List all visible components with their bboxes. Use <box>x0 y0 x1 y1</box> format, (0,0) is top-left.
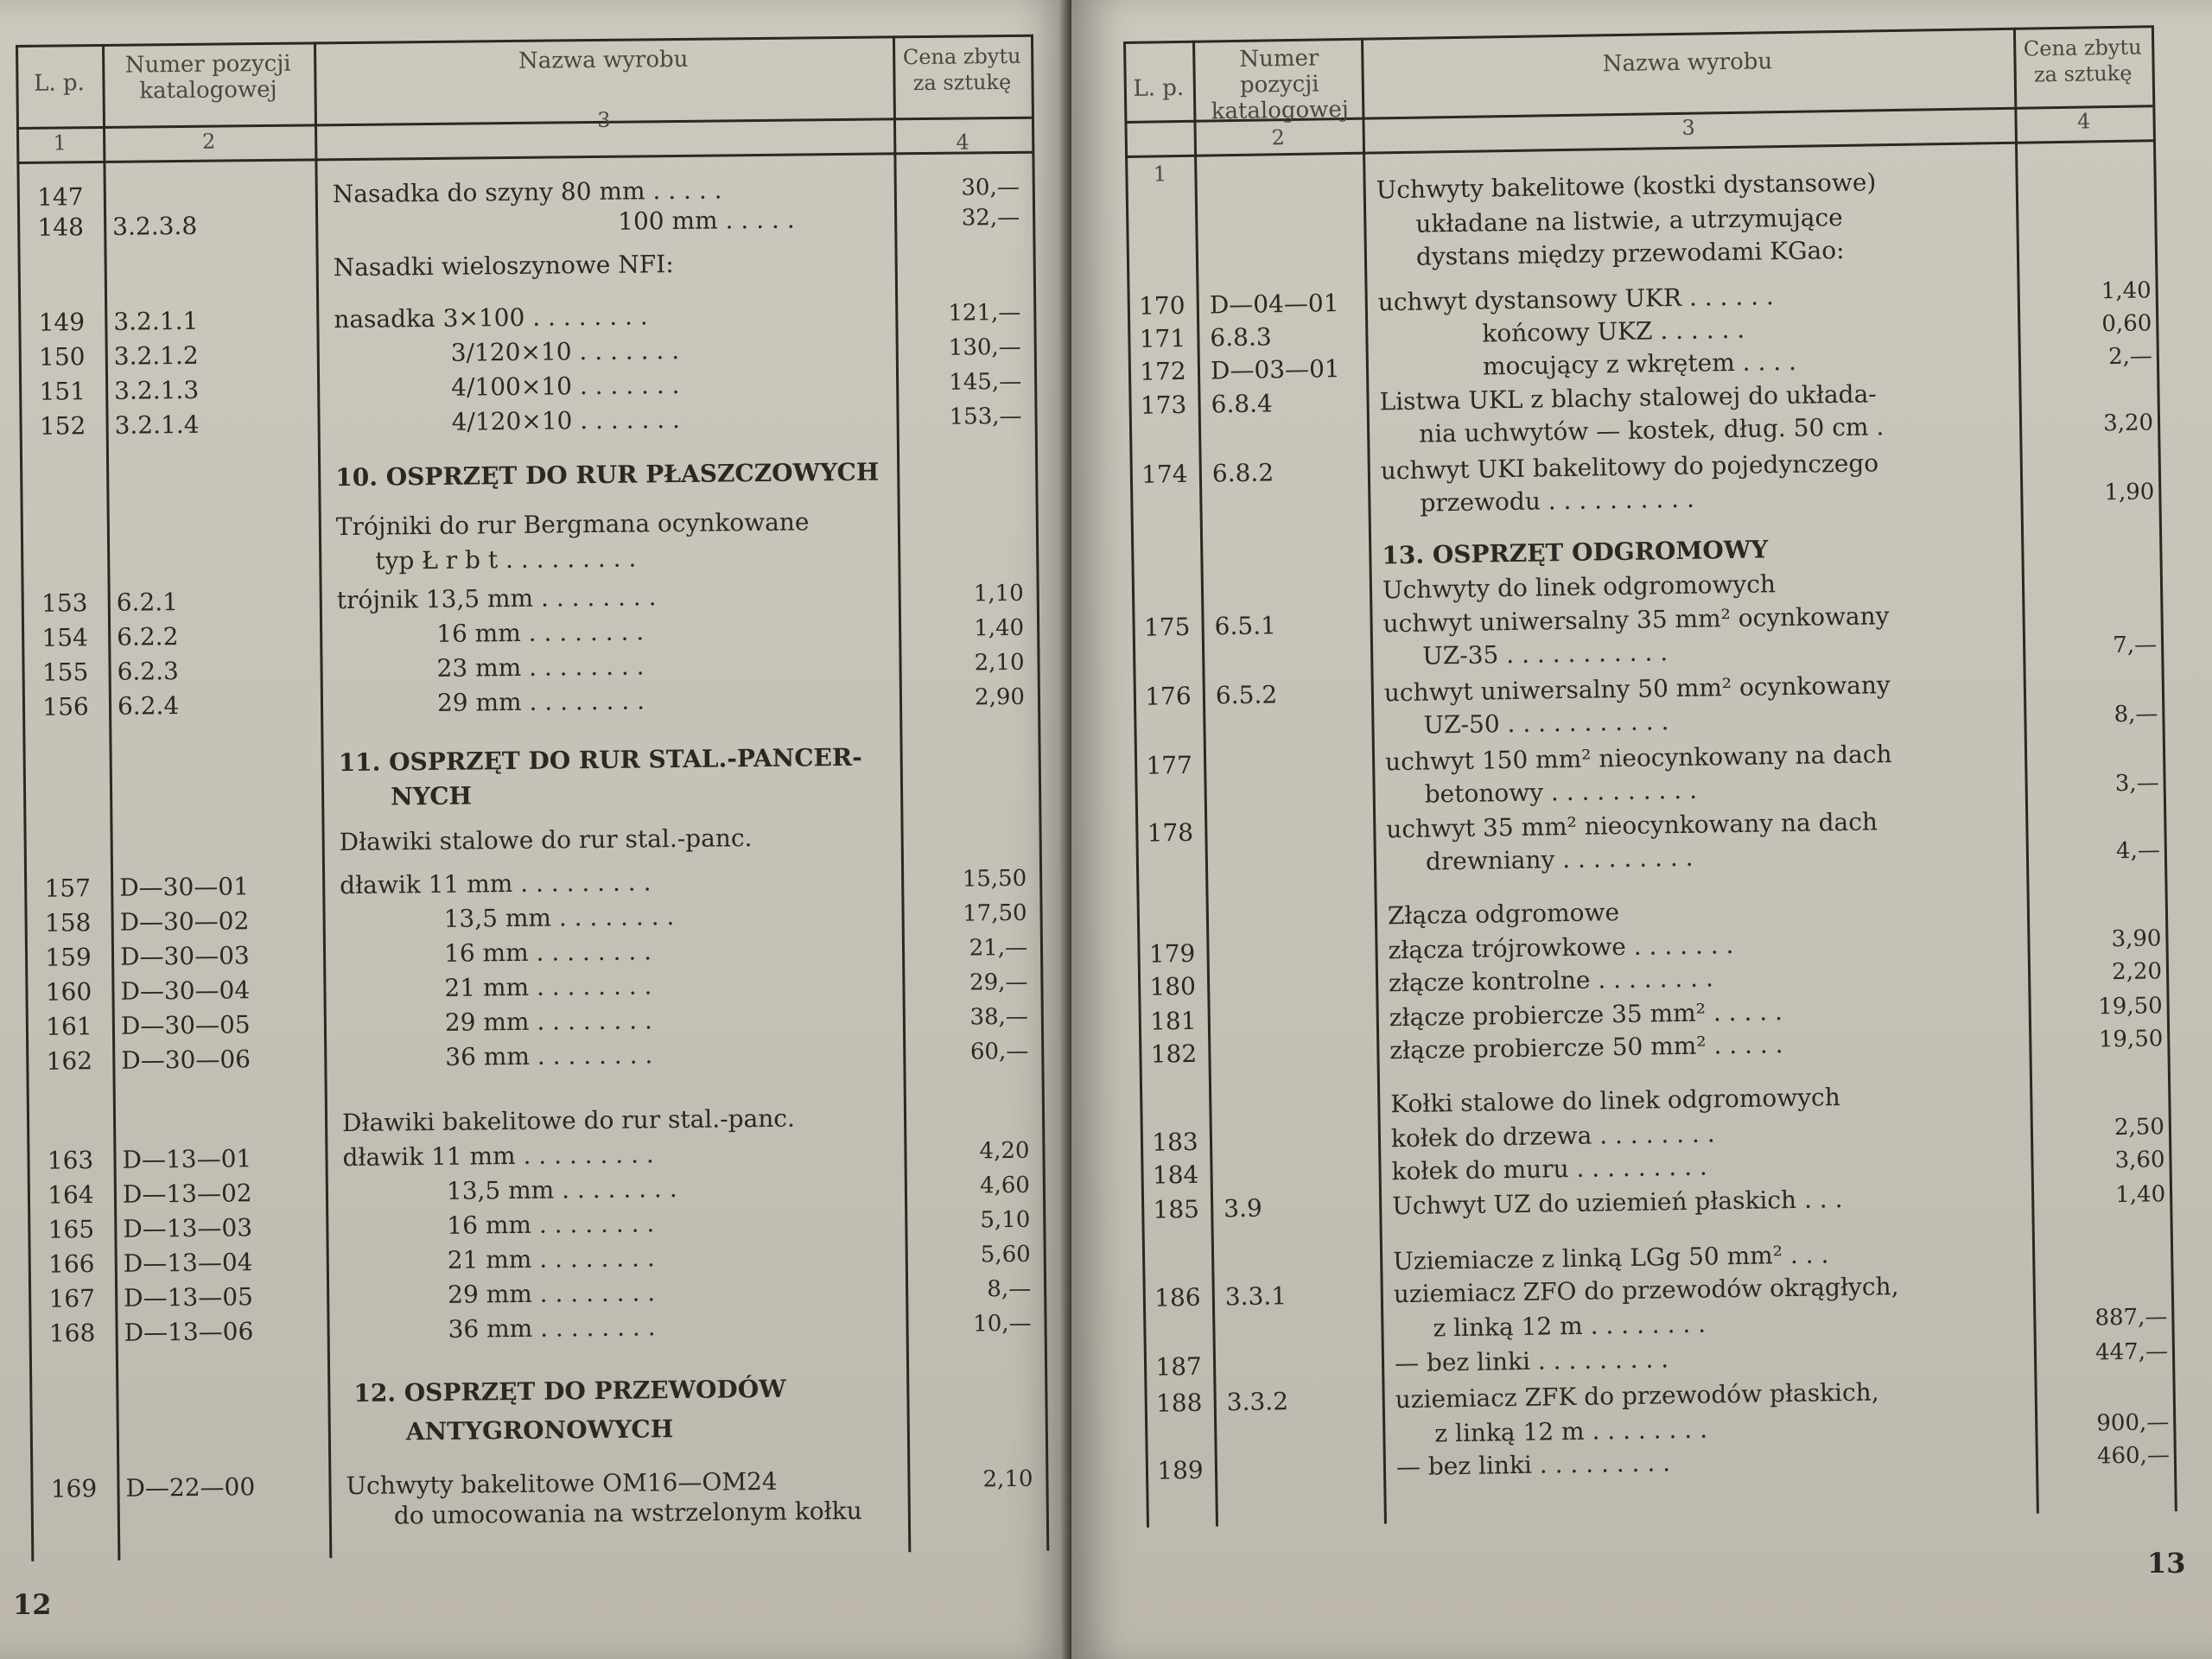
row-price: 3,90 <box>2111 925 2162 953</box>
row-catalog-number <box>118 780 321 782</box>
row-product-name: uchwyt 35 mm² nieocynkowany na dach <box>1386 807 1878 844</box>
row-price: 4,— <box>2115 837 2161 865</box>
row-lp: 187 <box>1155 1351 1203 1382</box>
colnum-1: 1 <box>53 130 67 156</box>
row-lp <box>1132 579 1201 580</box>
row-product-name: UZ-50 . . . . . . . . . . . <box>1423 707 1669 740</box>
row-product-name: 23 mm . . . . . . . . <box>436 652 645 683</box>
row-price <box>905 821 1026 822</box>
section-heading: NYCH <box>390 781 473 811</box>
row-catalog-number <box>1217 748 1372 751</box>
row-lp <box>1133 645 1202 646</box>
colnum-2: 2 <box>1271 125 1286 150</box>
row-price: 1,40 <box>2101 277 2152 305</box>
row-product-name: złącze kontrolne . . . . . . . . <box>1388 963 1714 998</box>
row-product-name: układane na listwie, a utrzymujące <box>1415 202 1843 238</box>
header-lp: L. p. <box>33 70 85 97</box>
row-product-name: 36 mm . . . . . . . . <box>448 1313 656 1344</box>
row-price: 30,— <box>961 174 1020 201</box>
row-price: 17,50 <box>962 899 1027 927</box>
row-price <box>2037 1235 2166 1236</box>
row-price <box>905 773 1026 774</box>
row-catalog-number <box>113 253 316 255</box>
row-price: 1,10 <box>973 580 1024 607</box>
row-product-name: 29 mm . . . . . . . . <box>444 1006 653 1037</box>
row-catalog-number: 3.2.1.3 <box>114 375 200 405</box>
row-product-name: do umocowania na wstrzelonym kołku <box>393 1496 862 1530</box>
row-catalog-number <box>1223 1158 1378 1160</box>
page-number-right: 13 <box>2147 1547 2186 1580</box>
row-price <box>2030 803 2159 804</box>
row-lp: 175 <box>1143 612 1191 642</box>
row-product-name: uziemiacz ZFO do przewodów okrągłych, <box>1393 1272 1899 1309</box>
row-lp: 180 <box>1149 971 1197 1001</box>
row-catalog-number: 3.9 <box>1223 1193 1263 1224</box>
row-price: 2,— <box>2107 343 2153 371</box>
row-catalog-number <box>1223 1125 1378 1128</box>
row-lp: 171 <box>1139 323 1186 353</box>
row-lp: 151 <box>39 377 86 406</box>
section-heading: ANTYGRONOWYCH <box>405 1414 674 1446</box>
row-lp: 153 <box>41 588 88 618</box>
row-lp: 183 <box>1152 1127 1198 1157</box>
row-lp <box>29 1379 116 1380</box>
row-price: 19,50 <box>2098 993 2163 1020</box>
row-catalog-number <box>1227 1420 1382 1422</box>
row-lp: 148 <box>37 213 85 242</box>
row-lp <box>1143 1318 1212 1319</box>
row-product-name: Złącza odgromowe <box>1387 898 1620 931</box>
row-catalog-number: D—30—05 <box>120 1010 251 1040</box>
row-catalog-number: 3.3.2 <box>1226 1387 1289 1417</box>
row-product-name: — bez linki . . . . . . . . . <box>1394 1344 1669 1378</box>
row-product-name: Uchwyty do linek odgromowych <box>1382 569 1777 605</box>
row-product-name: Dławiki stalowe do rur stal.-panc. <box>339 823 753 857</box>
row-product-name: 36 mm . . . . . . . . <box>445 1040 653 1071</box>
row-price <box>2020 198 2150 200</box>
row-price: 900,— <box>2096 1409 2170 1437</box>
row-price <box>2029 735 2158 737</box>
row-lp: 155 <box>41 658 89 687</box>
row-product-name: 16 mm . . . . . . . . <box>443 937 652 968</box>
row-catalog-number: D—30—03 <box>119 941 250 971</box>
row-price: 15,50 <box>962 865 1027 893</box>
row-catalog-number: 6.2.2 <box>117 622 179 652</box>
colnum-3: 3 <box>1681 115 1696 140</box>
section-heading: 11. OSPRZĘT DO RUR STAL.-PANCER- <box>338 742 862 778</box>
row-lp: 170 <box>1138 290 1185 321</box>
row-product-name: 21 mm . . . . . . . . <box>447 1243 655 1274</box>
row-catalog-number <box>1218 849 1374 851</box>
colnum-3: 3 <box>597 107 611 132</box>
row-catalog-number: 6.2.4 <box>117 691 180 721</box>
row-price: 4,20 <box>979 1137 1030 1165</box>
section-heading: 12. OSPRZĘT DO PRZEWODÓW <box>353 1374 786 1408</box>
row-catalog-number <box>1208 176 1363 179</box>
row-product-name: mocujący z wkrętem . . . . <box>1482 346 1797 381</box>
row-price: 5,60 <box>980 1241 1031 1268</box>
row-product-name: dławik 11 mm . . . . . . . . . <box>340 868 652 900</box>
row-catalog-number <box>115 461 318 462</box>
row-price <box>2037 1268 2166 1269</box>
row-product-name: — bez linki . . . . . . . . . <box>1395 1448 1671 1482</box>
row-lp: 177 <box>1146 750 1193 780</box>
row-price <box>2023 375 2152 377</box>
row-product-name: 16 mm . . . . . . . . <box>447 1209 655 1240</box>
row-product-name: UZ-35 . . . . . . . . . . . <box>1421 638 1669 671</box>
row-price <box>904 739 1025 740</box>
row-product-name: Listwa UKL z blachy stalowej do układa- <box>1379 379 1877 416</box>
row-price: 1,40 <box>2114 1181 2166 1209</box>
row-lp: 168 <box>48 1319 96 1348</box>
row-price: 2,90 <box>974 683 1026 711</box>
row-lp <box>1142 1250 1211 1251</box>
row-catalog-number <box>1220 969 1376 972</box>
row-product-name: 29 mm . . . . . . . . <box>448 1278 656 1309</box>
row-lp: 163 <box>47 1146 94 1175</box>
row-catalog-number <box>1214 576 1370 579</box>
row-product-name: Dławiki bakelitowe do rur stal.-panc. <box>341 1103 796 1138</box>
row-product-name: złącze probiercze 35 mm² . . . . . <box>1389 997 1783 1033</box>
row-lp <box>1129 423 1198 424</box>
row-price <box>2031 889 2161 891</box>
row-product-name: Trójniki do rur Bergmana ocynkowane <box>335 507 810 542</box>
row-product-name: Uchwyty bakelitowe (kostki dystansowe) <box>1376 168 1877 205</box>
row-price: 447,— <box>2094 1338 2169 1366</box>
row-catalog-number <box>1217 781 1372 784</box>
row-product-name: 21 mm . . . . . . . . <box>444 971 652 1002</box>
row-lp <box>1140 1093 1209 1094</box>
row-price <box>2034 1077 2164 1079</box>
row-lp <box>30 1418 117 1419</box>
row-catalog-number <box>124 1376 327 1378</box>
row-lp <box>23 783 110 784</box>
row-lp: 165 <box>48 1215 95 1244</box>
row-price: 130,— <box>948 334 1021 361</box>
row-product-name: dystans między przewodami KGao: <box>1415 235 1845 271</box>
row-price <box>899 246 1020 247</box>
colnum-4: 4 <box>956 130 970 155</box>
row-product-name: uchwyt uniwersalny 50 mm² ocynkowany <box>1383 671 1891 708</box>
row-product-name: uchwyt 150 mm² nieocynkowany na dach <box>1384 740 1892 777</box>
row-lp <box>1145 1423 1214 1424</box>
row-catalog-number: D—04—01 <box>1209 289 1339 320</box>
row-lp: 189 <box>1156 1455 1204 1485</box>
row-catalog-number <box>1225 1314 1381 1317</box>
left-page <box>0 0 1071 1659</box>
row-product-name: złącza trójrowkowe . . . . . . . <box>1388 931 1734 965</box>
row-price <box>2026 563 2156 565</box>
row-catalog-number: 3.3.1 <box>1224 1281 1287 1312</box>
row-catalog-number <box>1219 902 1375 905</box>
row-product-name: 29 mm . . . . . . . . <box>436 686 645 717</box>
row-product-name: 13,5 mm . . . . . . . . <box>446 1174 677 1205</box>
row-price: 1,90 <box>2104 479 2155 506</box>
row-price: 460,— <box>2096 1442 2171 1470</box>
row-price: 3,— <box>2114 770 2159 798</box>
row-catalog-number: D—13—06 <box>124 1317 254 1347</box>
row-lp: 181 <box>1149 1006 1197 1036</box>
row-catalog-number <box>1215 643 1370 645</box>
row-product-name: przewodu . . . . . . . . . . <box>1420 484 1695 518</box>
left-price-table <box>16 35 1046 1561</box>
row-price <box>902 540 1023 541</box>
section-heading: 10. OSPRZĘT DO RUR PŁASZCZOWYCH <box>335 457 880 493</box>
row-catalog-number: D—13—04 <box>123 1248 253 1278</box>
row-price <box>2025 526 2155 528</box>
row-catalog-number <box>125 1415 328 1417</box>
row-price <box>2026 597 2156 599</box>
header-numer: Numer pozycji katalogowej <box>1211 45 1350 125</box>
row-product-name: Uziemiacze z linką LGg 50 mm² . . . <box>1392 1240 1829 1276</box>
colnum-2: 2 <box>201 129 216 154</box>
row-lp <box>23 748 110 749</box>
row-catalog-number: D—22—00 <box>125 1472 256 1503</box>
row-catalog-number <box>1224 1248 1380 1250</box>
row-catalog-number <box>1221 1037 1376 1039</box>
row-catalog-number <box>116 512 319 514</box>
row-price: 38,— <box>969 1003 1028 1031</box>
row-price <box>912 1408 1033 1409</box>
row-product-name: drewniany . . . . . . . . . <box>1425 842 1694 876</box>
row-catalog-number: 3.2.1.2 <box>113 340 199 371</box>
row-product-name: uchwyt dystansowy UKR . . . . . . <box>1377 282 1775 317</box>
row-catalog-number: 6.8.4 <box>1211 389 1274 419</box>
row-catalog-number <box>119 828 322 830</box>
row-catalog-number <box>1216 712 1371 715</box>
row-product-name: betonowy . . . . . . . . . . <box>1424 775 1698 809</box>
table-top-rule <box>1123 25 2152 44</box>
row-lp: 161 <box>45 1012 92 1041</box>
row-lp <box>1137 905 1206 906</box>
row-product-name: Uchwyty bakelitowe OM16—OM24 <box>346 1466 778 1501</box>
row-lp: 176 <box>1144 681 1192 711</box>
header-nazwa: Nazwa wyrobu <box>1602 48 1773 78</box>
row-catalog-number <box>112 180 315 181</box>
row-price: 3,20 <box>2102 410 2154 437</box>
row-product-name: uziemiacz ZFK do przewodów płaskich, <box>1395 1377 1879 1414</box>
row-product-name: złącze probiercze 50 mm² . . . . . <box>1389 1030 1783 1065</box>
row-product-name: Nasadka do szyny 80 mm . . . . . <box>332 175 722 209</box>
row-lp <box>1135 784 1205 785</box>
row-lp: 164 <box>48 1180 94 1210</box>
row-lp: 179 <box>1148 938 1196 969</box>
row-price: 2,20 <box>2111 958 2163 986</box>
row-product-name: Uchwyt UZ do uziemień płaskich . . . <box>1391 1185 1843 1221</box>
row-catalog-number <box>1209 244 1364 246</box>
row-lp: 162 <box>46 1046 93 1076</box>
row-price: 2,10 <box>974 649 1025 677</box>
row-product-name: Kołki stalowe do linek odgromowych <box>1390 1083 1840 1119</box>
row-price: 1,40 <box>974 614 1025 642</box>
row-catalog-number <box>118 746 321 747</box>
row-catalog-number <box>1212 490 1368 493</box>
row-price <box>2038 1373 2168 1375</box>
row-price: 8,— <box>2113 701 2158 728</box>
row-catalog-number: 6.8.3 <box>1210 322 1272 353</box>
row-product-name: 16 mm . . . . . . . . <box>435 617 645 648</box>
row-price <box>2019 163 2149 165</box>
row-price: 153,— <box>949 403 1022 430</box>
row-product-name: dławik 11 mm . . . . . . . . . <box>342 1140 654 1173</box>
row-product-name: nasadka 3×100 . . . . . . . . <box>334 302 648 334</box>
row-price: 2,50 <box>2113 1114 2165 1141</box>
row-price <box>2024 444 2153 446</box>
row-product-name: z linką 12 m . . . . . . . . <box>1433 1309 1707 1343</box>
row-lp: 182 <box>1150 1039 1198 1069</box>
row-catalog-number <box>1219 937 1375 939</box>
row-catalog-number: 3.2.3.8 <box>112 211 198 241</box>
row-lp: 186 <box>1154 1282 1201 1313</box>
row-lp: 154 <box>41 623 89 652</box>
row-price: 21,— <box>969 934 1028 962</box>
row-lp: 169 <box>50 1474 98 1503</box>
row-catalog-number: 6.5.2 <box>1215 680 1278 710</box>
row-catalog-number: D—30—06 <box>121 1045 251 1075</box>
colnum-4: 4 <box>2076 109 2091 134</box>
header-lp: L. p. <box>1133 74 1185 102</box>
row-product-name: typ Ł r b t . . . . . . . . . <box>375 543 637 575</box>
row-price <box>902 505 1023 506</box>
row-catalog-number: D—30—02 <box>119 906 250 937</box>
row-product-name: trójnik 13,5 mm . . . . . . . . <box>336 582 657 615</box>
row-catalog-number <box>1208 211 1363 213</box>
row-product-name: z linką 12 m . . . . . . . . <box>1434 1414 1708 1448</box>
row-catalog-number: D—13—05 <box>124 1282 254 1313</box>
row-lp: 178 <box>1147 817 1194 848</box>
row-lp: 185 <box>1153 1194 1200 1224</box>
row-product-name: 100 mm . . . . . <box>618 205 795 236</box>
section-heading: 13. OSPRZĘT ODGROMOWY <box>1382 535 1769 570</box>
row-price: 8,— <box>987 1275 1032 1303</box>
row-lp <box>1136 851 1205 852</box>
row-price: 3,60 <box>2114 1147 2165 1174</box>
row-price <box>908 1102 1029 1103</box>
row-lp: 159 <box>45 943 92 972</box>
colnum-1: 1 <box>1153 162 1167 187</box>
row-product-name: 3/120×10 . . . . . . . <box>450 335 680 367</box>
row-product-name: kołek do drzewa . . . . . . . . <box>1390 1119 1715 1154</box>
row-lp <box>20 463 106 464</box>
row-lp: 166 <box>48 1249 95 1279</box>
row-lp: 147 <box>36 182 84 212</box>
row-catalog-number <box>1221 1004 1376 1007</box>
row-lp: 150 <box>38 342 86 372</box>
row-catalog-number: 3.2.1.4 <box>114 410 200 440</box>
row-product-name: nia uchwytów — kostek, dług. 50 cm . <box>1418 412 1885 448</box>
row-catalog-number <box>1228 1452 1383 1455</box>
col-divider <box>1031 35 1049 1551</box>
row-price: 4,60 <box>979 1172 1031 1199</box>
row-catalog-number <box>122 1109 325 1110</box>
row-catalog-number <box>1217 816 1373 818</box>
row-lp <box>31 1504 118 1505</box>
row-catalog-number <box>1226 1349 1382 1351</box>
row-lp: 160 <box>45 977 92 1007</box>
row-lp: 174 <box>1141 459 1188 489</box>
row-lp: 157 <box>44 874 92 903</box>
row-price: 121,— <box>948 299 1021 327</box>
row-product-name: 13,5 mm . . . . . . . . <box>443 902 675 933</box>
row-price: 2,10 <box>982 1465 1033 1493</box>
row-product-name: Nasadki wieloszynowe NFI: <box>333 250 674 283</box>
row-lp <box>1126 213 1195 214</box>
row-catalog-number <box>1211 421 1367 423</box>
row-lp: 158 <box>44 908 92 938</box>
row-catalog-number: 6.8.2 <box>1211 458 1274 488</box>
row-lp: 156 <box>42 692 89 721</box>
header-nazwa: Nazwa wyrobu <box>518 46 689 74</box>
header-cena: Cena zbytu za sztukę <box>2023 35 2142 87</box>
row-price <box>2021 231 2151 232</box>
row-catalog-number: D—30—01 <box>119 872 250 902</box>
row-catalog-number: 6.5.1 <box>1214 611 1277 641</box>
row-catalog-number: D—03—01 <box>1210 354 1340 385</box>
header-numer: Numer pozycji katalogowej <box>124 50 291 105</box>
row-catalog-number <box>116 547 319 549</box>
row-product-name: uchwyt UKI bakelitowy do pojedynczego <box>1380 448 1879 486</box>
row-lp: 172 <box>1140 356 1186 386</box>
row-product-name: końcowy UKZ . . . . . . <box>1482 315 1745 348</box>
row-price: 0,60 <box>2101 310 2152 338</box>
header-cena: Cena zbytu za sztukę <box>902 43 1021 96</box>
row-product-name: 4/120×10 . . . . . . . <box>451 404 681 436</box>
row-lp <box>21 515 107 516</box>
row-catalog-number <box>1213 539 1369 542</box>
page-number-left: 12 <box>13 1588 52 1621</box>
row-lp <box>27 1111 113 1112</box>
row-price: 32,— <box>961 204 1020 232</box>
row-catalog-number <box>1222 1090 1377 1093</box>
row-catalog-number: 6.2.3 <box>117 657 180 686</box>
row-catalog-number: 6.2.1 <box>116 588 179 617</box>
row-price: 887,— <box>2094 1304 2168 1332</box>
row-catalog-number: D—13—02 <box>122 1179 252 1209</box>
row-lp <box>1131 542 1200 543</box>
row-price: 19,50 <box>2098 1026 2164 1053</box>
row-lp: 184 <box>1152 1160 1199 1190</box>
row-lp: 188 <box>1155 1388 1203 1418</box>
row-catalog-number: 3.2.1.1 <box>113 306 199 336</box>
row-lp <box>24 830 111 831</box>
right-page <box>1071 0 2212 1659</box>
row-lp: 149 <box>38 308 86 337</box>
row-price: 29,— <box>969 969 1028 996</box>
row-product-name: kołek do muru . . . . . . . . . <box>1391 1152 1708 1186</box>
row-product-name: uchwyt uniwersalny 35 mm² ocynkowany <box>1382 601 1890 639</box>
right-price-table <box>1123 25 2175 1527</box>
row-catalog-number: D—13—01 <box>122 1144 252 1174</box>
row-price <box>2028 666 2158 668</box>
row-lp <box>18 256 105 257</box>
row-lp: 167 <box>48 1284 96 1313</box>
row-catalog-number: D—13—03 <box>123 1213 253 1243</box>
row-lp <box>1127 246 1196 247</box>
row-catalog-number: D—30—04 <box>120 976 251 1006</box>
row-lp: 152 <box>39 411 86 441</box>
row-lp: 173 <box>1140 390 1187 420</box>
row-price: 5,10 <box>980 1206 1031 1234</box>
row-price: 60,— <box>969 1038 1029 1065</box>
row-price: 7,— <box>2113 632 2158 659</box>
row-price: 10,— <box>973 1310 1032 1338</box>
row-product-name: 4/100×10 . . . . . . . <box>451 370 680 402</box>
row-price: 145,— <box>949 368 1022 396</box>
